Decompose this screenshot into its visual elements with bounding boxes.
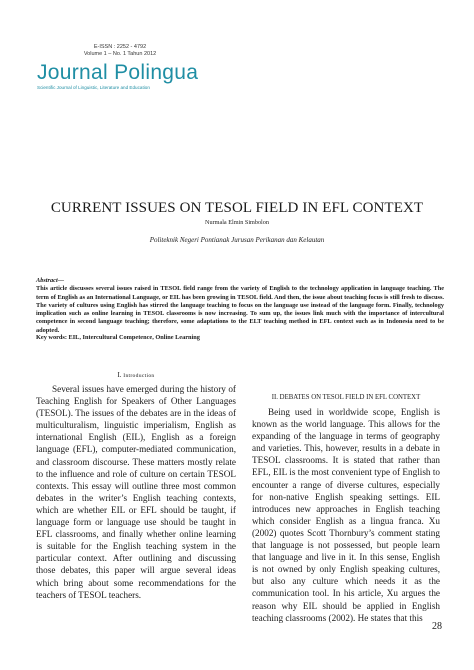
volume-text: Volume 1 – No. 1 Tahun 2012	[83, 51, 157, 57]
eissn-text: E-ISSN : 2252 - 4792	[93, 44, 147, 50]
abstract-block	[36, 277, 444, 335]
journal-name: Journal Polingua	[37, 61, 199, 84]
issn-block	[0, 44, 240, 58]
section1-paragraph: Several issues have emerged during the history of Teaching English for Speakers of Other Languages (TESOL). The issues of the debates are in the ideas of multiculturalism, linguistic imperialism, English as international English (EIL), English as a foreign language (EFL), computer-mediated communication, and classroom discourse. These matters mostly relate to the influence and role of culture on certain TESOL contexts. This essay will outline three most common debates in the writer’s English teaching contexts, which are whether EIL or EFL should be taught, if language form or language use should be taught in EFL classrooms, and finally whether online learning is suitable for the English teaching system in the particular context. After outlining and discussing those debates, this paper will argue several ideas which bring about some recommendations for the teachers of TESOL teachers.	[36, 384, 236, 600]
column-right	[252, 406, 440, 624]
section1-heading	[36, 371, 236, 379]
section2-heading: II. DEBATES ON TESOL FIELD IN EFL CONTEXT	[271, 394, 421, 401]
paper-author: Nurmala Elmin Simbolon	[205, 219, 269, 226]
page-number: 28	[432, 621, 442, 632]
section1-number: I.	[117, 371, 122, 379]
keywords: Key words: EIL, Intercultural Competence, Online Learning	[36, 334, 200, 341]
column-left	[36, 383, 236, 601]
paper-title: CURRENT ISSUES ON TESOL FIELD IN EFL CONTEXT	[50, 200, 424, 216]
paper-affiliation: Politeknik Negeri Pontianak Jurusan Perikanan dan Kelautan	[149, 236, 325, 244]
journal-subtitle: Scientific Journal of Linguistic, Literature and Education	[37, 85, 150, 90]
abstract-label: Abstract—	[36, 277, 64, 284]
abstract-text: This article discusses several issues raised in TESOL field range from the variety of English to the technology application in language teaching. The term of English as an International Language, or EIL has been growing in TESOL field. And then, the issue about teaching focus is still fresh to discuss. The variety of cultures using English has stirred the language teaching to focus on the language use instead of the language form. Finally, technology implication such as online learning in TESOL classrooms is now increasing. To sum up, the issues link much with the importance of intercultural competence in second language teaching; therefore, some adaptations to the ELT teaching method in EFL context such as in Indonesia need to be adopted.	[36, 285, 444, 334]
section1-title: Introduction	[123, 373, 155, 379]
section2-paragraph: Being used in worldwide scope, English is known as the world language. This allows for the expanding of the language in terms of geography and varieties. This, however, results in a debate in TESOL classrooms. It is stated that rather than EFL, EIL is the most convenient type of English to encounter a range of diverse cultures, especially for non-native English speaking settings. EIL introduces new approaches in English teaching which consider English as a lingua franca. Xu (2002) quotes Scott Thornbury’s comment stating that language is not possessed, but people learn that language and live in it. In this sense, English is not owned by only English speaking cultures, but also any culture which needs it as the communication tool. In his article, Xu argues the reason why EIL should be applied in English teaching classrooms (2002). He states that this	[252, 407, 440, 623]
